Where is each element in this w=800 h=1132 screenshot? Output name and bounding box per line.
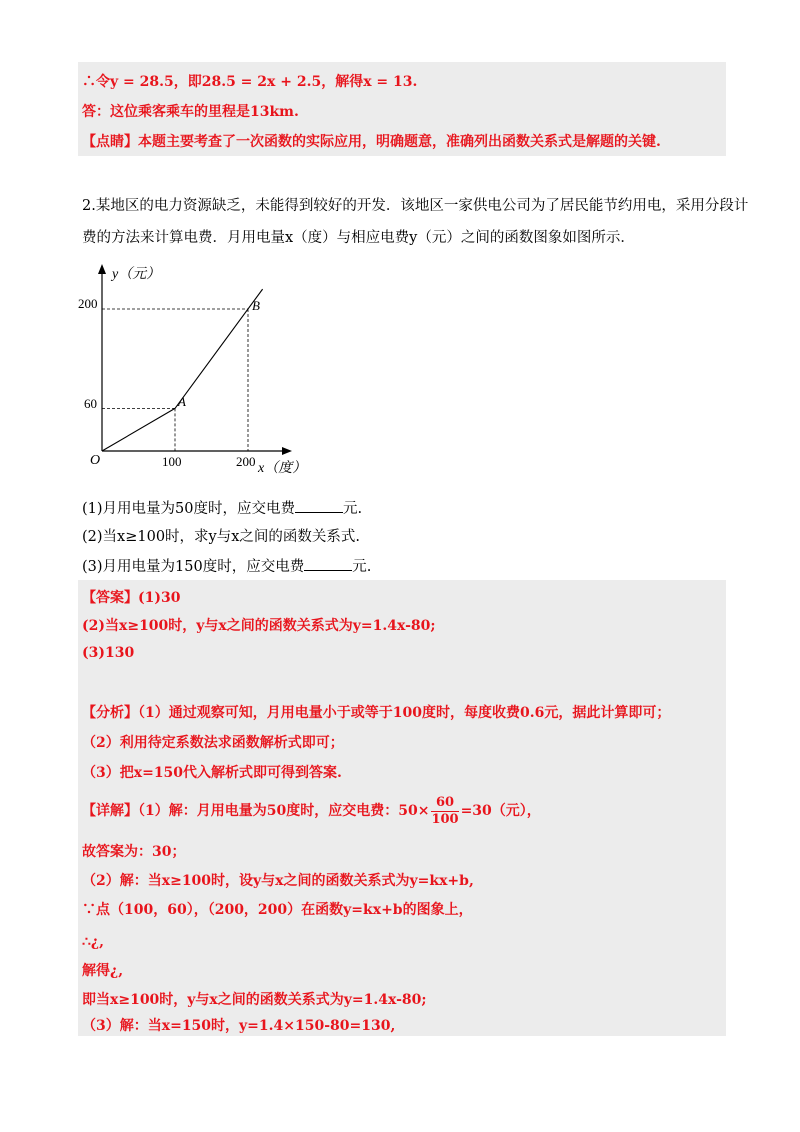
point-a-label: A: [178, 394, 186, 409]
question-3-text: (3)月用电量为150度时，应交电费: [82, 559, 305, 575]
answer-line-3: (3)130: [82, 645, 135, 661]
detail-text-1: 【详解】（1）解：月用电量为50度时，应交电费：50×: [82, 803, 430, 819]
y-axis-label: y（元）: [112, 267, 161, 282]
detail-line-1: [82, 794, 541, 830]
x-tick-200: 200: [236, 454, 256, 469]
solution-text-3: 【点睛】本题主要考查了一次函数的实际应用，明确题意，准确列出函数关系式是解题的关键.: [82, 134, 661, 150]
solution-line-3: [82, 132, 661, 152]
y-axis-arrow-icon: [98, 264, 106, 274]
segment-oa: [102, 408, 175, 451]
x-axis-arrow-icon: [282, 447, 292, 455]
analysis-line-2: （2）利用待定系数法求函数解析式即可；: [82, 735, 344, 751]
function-graph: [78, 258, 318, 480]
detail-line-5: ∴¿,: [82, 934, 104, 950]
x-axis-label: x（度）: [258, 461, 307, 476]
answer-line-2: (2)当x≥100时，y与x之间的函数关系式为y=1.4x-80;: [82, 618, 436, 634]
solution-text-2: 答：这位乘客乘车的里程是13km.: [82, 104, 299, 120]
detail-line-4: ∵点（100，60），（200，200）在函数y=kx+b的图象上，: [82, 902, 473, 918]
analysis-line-1: 【分析】（1）通过观察可知，月用电量小于或等于100度时，每度收费0.6元，据此计算即可；: [82, 705, 671, 721]
question-3: [82, 556, 371, 577]
detail-line-7: 即当x≥100时，y与x之间的函数关系式为y=1.4x-80;: [82, 992, 427, 1008]
solution-line-2: [82, 102, 299, 122]
detail-line-8: （3）解：当x=150时，y=1.4×150-80=130,: [82, 1018, 396, 1034]
analysis-line-3: （3）把x=150代入解析式即可得到答案.: [82, 765, 342, 781]
question-1: [82, 498, 362, 519]
detail-text-1-end: =30（元），: [460, 803, 541, 819]
detail-line-6: 解得¿,: [82, 963, 124, 979]
y-tick-60: 60: [84, 396, 97, 411]
problem-line-2: 费的方法来计算电费．月用电量x（度）与相应电费y（元）之间的函数图象如图所示．: [82, 230, 635, 246]
solution-text-1: ∴令y = 28.5，即28.5 = 2x + 2.5，解得x = 13.: [82, 74, 418, 90]
problem-line-1: 2.某地区的电力资源缺乏，未能得到较好的开发．该地区一家供电公司为了居民能节约用电，采用分段计: [82, 198, 749, 214]
question-1-text: (1)月用电量为50度时，应交电费: [82, 501, 295, 517]
ray-ab: [175, 289, 263, 408]
fraction-numerator: 60: [431, 795, 458, 812]
fraction: [431, 795, 458, 828]
fraction-denominator: 100: [431, 811, 459, 827]
solution-line-1: [82, 72, 417, 92]
question-2: (2)当x≥100时，求y与x之间的函数关系式.: [82, 529, 361, 545]
y-tick-200: 200: [78, 296, 98, 311]
origin-label: O: [90, 453, 101, 468]
answer-blank-3[interactable]: [304, 556, 352, 571]
answer-blank-1[interactable]: [295, 498, 343, 513]
answer-line-1: 【答案】(1)30: [82, 590, 181, 606]
x-tick-100: 100: [162, 454, 182, 469]
detail-line-2: 故答案为：30；: [82, 844, 186, 860]
question-1-unit: 元.: [343, 501, 363, 517]
detail-line-3: （2）解：当x≥100时，设y与x之间的函数关系式为y=kx+b,: [82, 873, 474, 889]
question-3-unit: 元.: [352, 559, 372, 575]
point-b-label: B: [252, 298, 260, 313]
